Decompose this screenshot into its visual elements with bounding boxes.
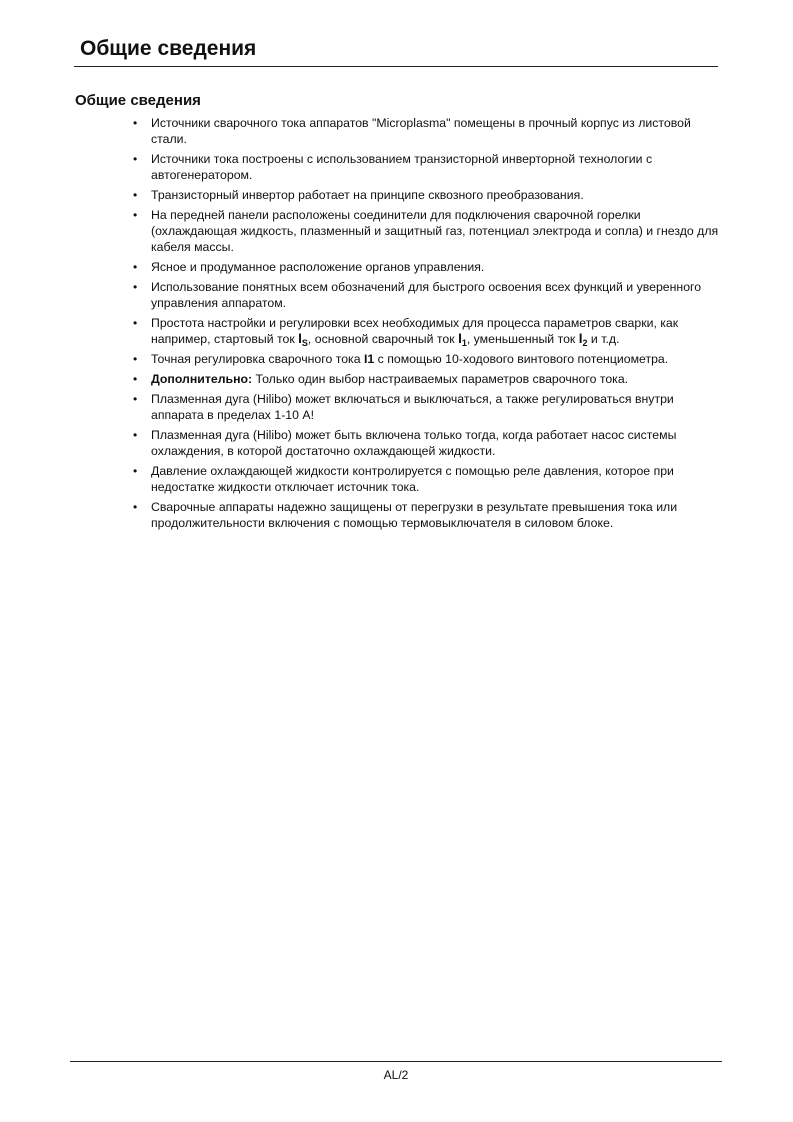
page-number: AL/2 xyxy=(383,1068,409,1082)
list-item xyxy=(133,207,723,255)
symbol-letter: I xyxy=(298,331,302,346)
list-item xyxy=(133,427,723,459)
list-item xyxy=(133,259,723,275)
bullet-icon: • xyxy=(133,116,138,130)
list-item-text xyxy=(151,372,628,386)
text-segment: , основной сварочный ток xyxy=(307,332,459,346)
current-symbol: I1 xyxy=(363,352,375,366)
bullet-icon: • xyxy=(133,392,138,406)
list-item-text: Сварочные аппараты надежно защищены от перегрузки в результате превышения тока или продолжительности включения с помощью термовыключателя в силовом блоке. xyxy=(151,500,678,530)
bullet-icon: • xyxy=(133,464,138,478)
list-item-text: Источники тока построены с использованием транзисторной инверторной технологии с автогенератором. xyxy=(151,152,653,182)
list-item xyxy=(133,151,723,183)
list-item xyxy=(133,115,723,147)
text-segment: Простота настройки и регулировки всех необходимых для процесса параметров сварки, как например, стартовый ток xyxy=(151,316,679,346)
bullet-icon: • xyxy=(133,428,138,442)
text-segment: Только один выбор настраиваемых параметров сварочного тока. xyxy=(252,372,629,386)
list-item xyxy=(133,187,723,203)
list-item-text: Источники сварочного тока аппаратов "Microplasma" помещены в прочный корпус из листовой стали. xyxy=(151,116,691,146)
list-item xyxy=(133,499,723,531)
symbol-letter: I xyxy=(458,331,462,346)
list-item-text: Давление охлаждающей жидкости контролируется с помощью реле давления, которое при недостатке жидкости отключает источник тока. xyxy=(151,464,674,494)
bold-lead: Дополнительно: xyxy=(151,372,253,386)
list-item-text: Транзисторный инвертор работает на принципе сквозного преобразования. xyxy=(151,188,584,202)
list-item xyxy=(133,391,723,423)
current-symbol-main xyxy=(458,331,467,346)
list-item xyxy=(133,315,723,347)
page-footer xyxy=(70,1061,722,1082)
section-title: Общие сведения xyxy=(75,92,201,109)
list-item-text: На передней панели расположены соединители для подключения сварочной горелки (охлаждающая жидкость, плазменный и защитный газ, потенциал электрода и сопла) и гнездо для кабеля массы. xyxy=(151,208,719,254)
list-item xyxy=(133,351,723,367)
text-segment: Точная регулировка сварочного тока xyxy=(151,352,364,366)
page-header xyxy=(74,36,718,67)
list-item xyxy=(133,463,723,495)
bullet-icon: • xyxy=(133,152,138,166)
bullet-icon: • xyxy=(133,280,138,294)
current-symbol-reduced xyxy=(579,331,588,346)
symbol-subscript: S xyxy=(301,338,308,348)
list-item-text: Плазменная дуга (Hilibo) может быть включена только тогда, когда работает насос системы охлаждения, в которой достаточно охлаждающей жидкости. xyxy=(151,428,677,458)
bullet-icon: • xyxy=(133,316,138,330)
list-item-text: Ясное и продуманное расположение органов управления. xyxy=(151,260,485,274)
symbol-subscript: 1 xyxy=(461,338,467,348)
bullet-icon: • xyxy=(133,372,138,386)
text-segment: и т.д. xyxy=(587,332,620,346)
list-item-text xyxy=(151,352,668,366)
bullet-icon: • xyxy=(133,352,138,366)
text-segment: с помощью 10-ходового винтового потенциометра. xyxy=(374,352,669,366)
list-item xyxy=(133,279,723,311)
list-item-text: Плазменная дуга (Hilibo) может включаться и выключаться, а также регулироваться внутри аппарата в пределах 1-10 А! xyxy=(151,392,674,422)
bullet-icon: • xyxy=(133,260,138,274)
list-item-text xyxy=(151,316,678,346)
list-item-text: Использование понятных всем обозначений для быстрого освоения всех функций и уверенного управления аппаратом. xyxy=(151,280,702,310)
bullet-icon: • xyxy=(133,500,138,514)
bullet-list xyxy=(133,115,723,535)
text-segment: , уменьшенный ток xyxy=(466,332,579,346)
list-item xyxy=(133,371,723,387)
bullet-icon: • xyxy=(133,188,138,202)
symbol-subscript: 2 xyxy=(582,338,588,348)
page-title: Общие сведения xyxy=(80,37,257,60)
current-symbol-start xyxy=(298,331,308,346)
bullet-icon: • xyxy=(133,208,138,222)
symbol-letter: I xyxy=(578,331,583,346)
